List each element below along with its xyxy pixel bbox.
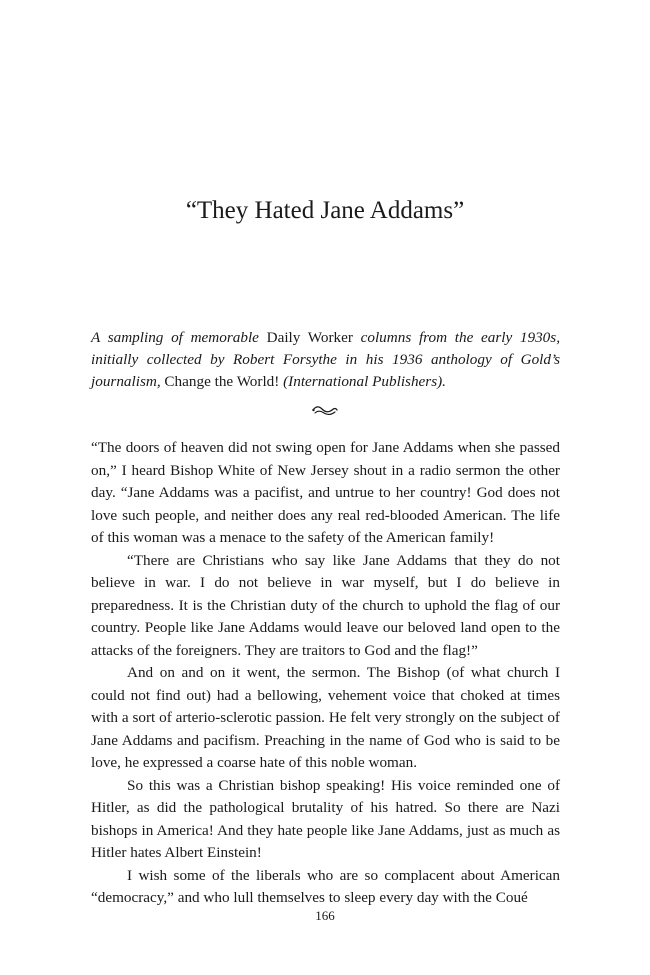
body-paragraph-2: “There are Christians who say like Jane Addams that they do not believe in war. I do not believe in war myself, but I do believe in preparedness. It is the Christian duty of the church to uphold the flag of our country. People like Jane Addams would leave our beloved land open to the attacks of the foreigners. They are traitors to God and the flag!” xyxy=(91,551,560,659)
section-break-ornament-icon xyxy=(311,404,339,418)
chapter-body xyxy=(91,437,560,910)
intro-italic-2: columns from the early 1930s, initially collected by Robert Forsythe in his 1936 anthology of Gold’s journalism, xyxy=(91,329,560,390)
intro-roman-2: Change the World! xyxy=(164,373,280,390)
chapter-title: “They Hated Jane Addams” xyxy=(185,197,465,224)
intro-roman-1: Daily Worker xyxy=(266,329,353,346)
intro-italic-3: (International Publishers). xyxy=(279,373,446,390)
body-paragraph-1: “The doors of heaven did not swing open for Jane Addams when she passed on,” I heard Bishop White of New Jersey shout in a radio sermon the other day. “Jane Addams was a pacifist, and untrue to her country! God does not love such people, and neither does any real red-blooded American. The life of this woman was a menace to the safety of the American family! xyxy=(91,439,560,546)
page-number: 166 xyxy=(315,908,335,923)
intro-italic-1: A sampling of memorable xyxy=(91,329,267,346)
body-paragraph-3: And on and on it went, the sermon. The Bishop (of what church I could not find out) had a bellowing, vehement voice that choked at times with a sort of arterio-sclerotic passion. He felt very strongly on the subject of Jane Addams and pacifism. Preaching in the name of God who is said to be love, he expressed a coarse hate of this noble woman. xyxy=(91,664,560,771)
body-paragraph-4: So this was a Christian bishop speaking! His voice reminded one of Hitler, as did the pathological brutality of his hatred. So there are Nazi bishops in America! And they hate people like Jane Addams, just as much as Hitler hates Albert Einstein! xyxy=(91,776,560,861)
body-paragraph-5: I wish some of the liberals who are so complacent about American “democracy,” and who lull themselves to sleep every day with the Coué xyxy=(91,866,560,906)
chapter-intro xyxy=(91,327,560,393)
